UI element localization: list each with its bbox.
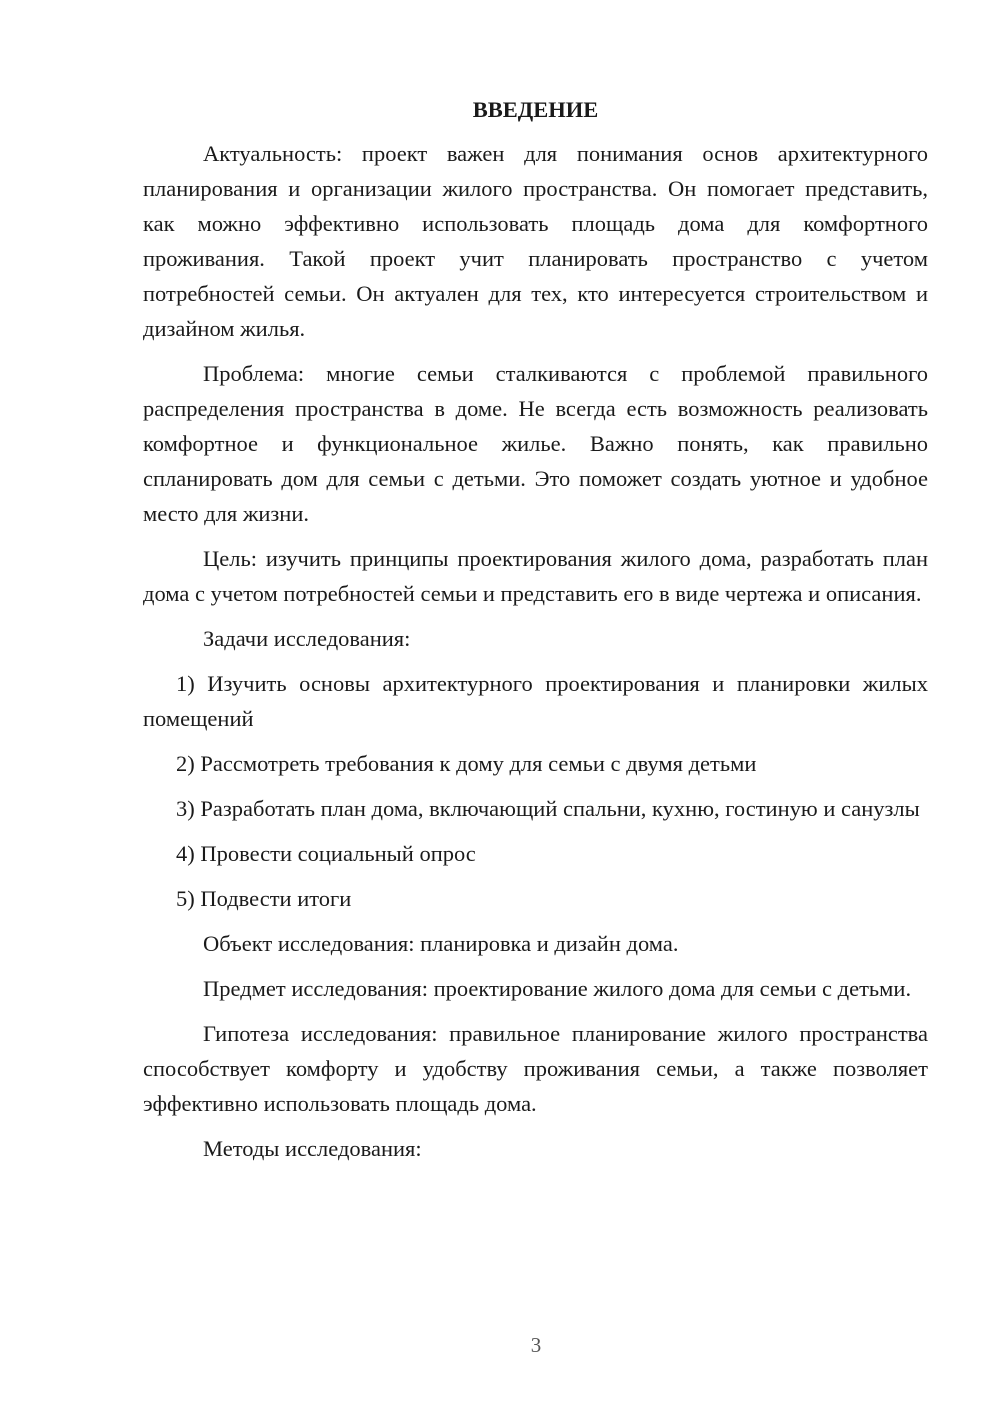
- hypothesis-paragraph: Гипотеза исследования: правильное планирование жилого пространства способствует комфорту и удобству проживания семьи, а также позволяет эффективно использовать площадь дома.: [143, 1021, 928, 1116]
- section-title: ВВЕДЕНИЕ: [472, 97, 599, 122]
- task-item-2: 2) Рассмотреть требования к дому для семьи с двумя детьми: [176, 751, 757, 776]
- subject-paragraph: Предмет исследования: проектирование жилого дома для семьи с детьми.: [203, 976, 912, 1001]
- task-item-1: 1) Изучить основы архитектурного проектирования и планировки жилых помещений: [143, 671, 928, 731]
- methods-heading: Методы исследования:: [203, 1136, 422, 1161]
- tasks-heading: Задачи исследования:: [203, 626, 411, 651]
- object-paragraph: Объект исследования: планировка и дизайн дома.: [203, 931, 679, 956]
- problem-paragraph: Проблема: многие семьи сталкиваются с проблемой правильного распределения пространства в доме. Не всегда есть возможность реализовать комфортное и функциональное жилье. Важно понять, как правильно спланировать дом для семьи с детьми. Это поможет создать уютное и удобное место для жизни.: [143, 361, 928, 526]
- goal-paragraph: Цель: изучить принципы проектирования жилого дома, разработать план дома с учетом потребностей семьи и представить его в виде чертежа и описания.: [143, 546, 928, 606]
- task-item-3: 3) Разработать план дома, включающий спальни, кухню, гостиную и санузлы: [176, 796, 920, 821]
- document-body: [143, 92, 928, 1176]
- task-item-4: 4) Провести социальный опрос: [176, 841, 476, 866]
- relevance-paragraph: Актуальность: проект важен для понимания основ архитектурного планирования и организации жилого пространства. Он помогает представить, как можно эффективно использовать площадь дома для комфортного проживания. Такой проект учит планировать пространство с учетом потребностей семьи. Он актуален для тех, кто интересуется строительством и дизайном жилья.: [143, 141, 928, 341]
- task-item-5: 5) Подвести итоги: [176, 886, 352, 911]
- page-number: 3: [530, 1333, 542, 1357]
